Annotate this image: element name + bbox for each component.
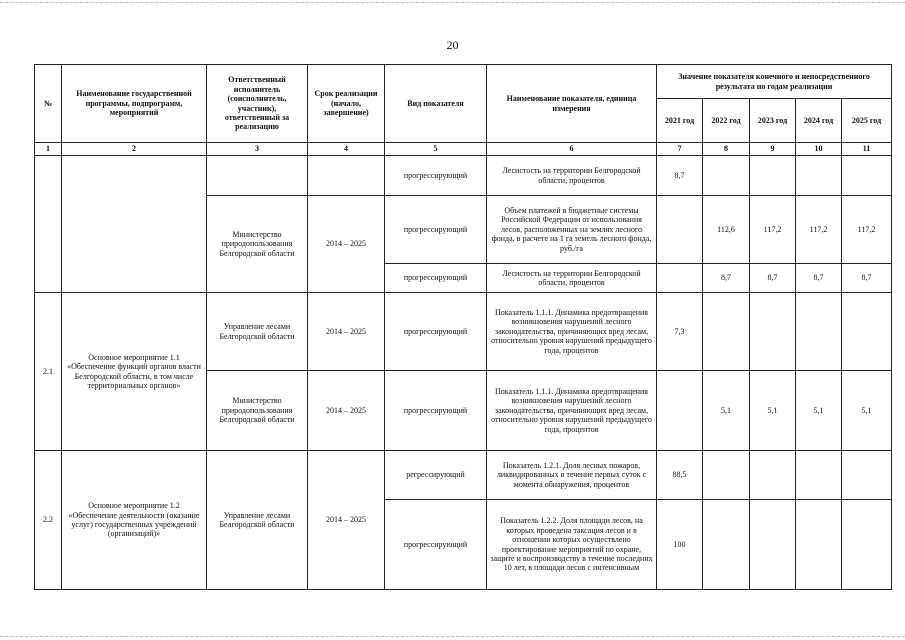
cell-indicator-type: прогрессирующий [385,196,487,264]
cell-value-2022 [703,500,750,590]
column-number: 7 [657,143,703,156]
column-number: 4 [308,143,385,156]
cell-value-2024: 8,7 [796,264,842,293]
cell-value-2024 [796,500,842,590]
cell-value-2024 [796,293,842,371]
cell-executor: Управление лесами Белгородской области [207,451,308,590]
cell-period: 2014 – 2025 [308,293,385,371]
header-indicator-name: Наименование показателя, единица измерения [487,65,657,143]
table-row [35,156,892,196]
cell-value-2023 [750,293,796,371]
table-row [35,451,892,500]
cell-value-2023 [750,500,796,590]
cell-value-2025: 5,1 [842,371,892,451]
cell-value-2023: 117,2 [750,196,796,264]
column-number: 8 [703,143,750,156]
header-year-2023: 2023 год [750,99,796,143]
cell-value-2022: 8,7 [703,264,750,293]
cell-indicator-type: прогрессирующий [385,293,487,371]
cell-indicator-name: Объем платежей в бюджетные системы Российской Федерации от использования лесов, расположенных на землях лесного фонда, в расчете на 1 га земель лесного фонда, руб./га [487,196,657,264]
cell-value-2024: 5,1 [796,371,842,451]
cell-value-2022: 5,1 [703,371,750,451]
cell-program: Основное мероприятие 1.2 «Обеспечение деятельности (оказание услуг) государственных учреждений (организаций)» [62,451,207,590]
cell-period: 2014 – 2025 [308,451,385,590]
cell-program: Основное мероприятие 1.1 «Обеспечение функций органов власти Белгородской области, в том числе территориальных органов» [62,293,207,451]
cell-indicator-name: Лесистость на территории Белгородской области, процентов [487,264,657,293]
cell-value-2021: 7,3 [657,293,703,371]
cell-value-2021: 88,5 [657,451,703,500]
cell-indicator-type: прогрессирующий [385,371,487,451]
cell-indicator-name: Показатель 1.2.1. Доля лесных пожаров, ликвидированных в течение первых суток с момента обнаружения, процентов [487,451,657,500]
header-executor: Ответственный исполнитель (соисполнитель, участник), ответственный за реализацию [207,65,308,143]
cell-value-2023 [750,451,796,500]
cell-period: 2014 – 2025 [308,371,385,451]
header-year-2025: 2025 год [842,99,892,143]
cell-indicator-name: Лесистость на территории Белгородской области, процентов [487,156,657,196]
cell-value-2024 [796,451,842,500]
indicator-table [34,64,892,590]
page-number: 20 [446,38,459,52]
cell-value-2022 [703,156,750,196]
column-number: 1 [35,143,62,156]
cell-indicator-name: Показатель 1.1.1. Динамика предотвращения возникновения нарушений лесного законодательства, причиняющих вред лесам, относительно уровня нарушений предыдущего года, процентов [487,293,657,371]
header-year-2022: 2022 год [703,99,750,143]
cell-indicator-type: прогрессирующий [385,156,487,196]
column-number-row [35,143,892,156]
cell-value-2023: 8,7 [750,264,796,293]
cell-period: 2014 – 2025 [308,196,385,293]
column-number: 6 [487,143,657,156]
cell-executor: Управление лесами Белгородской области [207,293,308,371]
cell-value-2024: 117,2 [796,196,842,264]
cell-indicator-type: прогрессирующий [385,264,487,293]
cell-value-2025: 8,7 [842,264,892,293]
cell-indicator-type: регрессирующий [385,451,487,500]
column-number: 3 [207,143,308,156]
cell-value-2025 [842,293,892,371]
column-number: 11 [842,143,892,156]
cell-value-2023 [750,156,796,196]
column-number: 10 [796,143,842,156]
cell-value-2021 [657,196,703,264]
cell-no-empty [35,156,62,293]
header-no: № [35,65,62,143]
cell-value-2021: 8,7 [657,156,703,196]
cell-program-empty [62,156,207,293]
cell-value-2025 [842,156,892,196]
column-number: 9 [750,143,796,156]
cell-value-2022 [703,293,750,371]
cell-value-2024 [796,156,842,196]
header-year-2021: 2021 год [657,99,703,143]
scan-edge-top [0,2,905,4]
table-row [35,293,892,371]
cell-section-no: 2.1 [35,293,62,451]
column-number: 2 [62,143,207,156]
column-number: 5 [385,143,487,156]
cell-executor: Министерство природопользования Белгородской области [207,196,308,293]
cell-value-2021: 100 [657,500,703,590]
cell-section-no: 2.2 [35,451,62,590]
cell-indicator-name: Показатель 1.1.1. Динамика предотвращения возникновения нарушений лесного законодательства, причиняющих вред лесам, относительно уровня нарушений предыдущего года, процентов [487,371,657,451]
cell-value-2023: 5,1 [750,371,796,451]
cell-period-empty [308,156,385,196]
cell-value-2025 [842,451,892,500]
cell-executor: Министерство природопользования Белгородской области [207,371,308,451]
header-period: Срок реализации (начало, завершение) [308,65,385,143]
header-values-group: Значение показателя конечного и непосредственного результата по годам реализации [657,65,892,99]
cell-executor-empty [207,156,308,196]
cell-value-2022: 112,6 [703,196,750,264]
cell-indicator-type: прогрессирующий [385,500,487,590]
cell-value-2025: 117,2 [842,196,892,264]
header-indicator-type: Вид показателя [385,65,487,143]
header-year-2024: 2024 год [796,99,842,143]
cell-indicator-name: Показатель 1.2.2. Доля площади лесов, на которых проведена таксация лесов и в отношении которых осуществлено проектирование мероприятий по охране, защите и воспроизводству в течение последних 10 лет, в площади лесов с интенсивным [487,500,657,590]
header-program: Наименование государственной программы, подпрограмм, мероприятий [62,65,207,143]
cell-value-2021 [657,371,703,451]
cell-value-2022 [703,451,750,500]
cell-value-2025 [842,500,892,590]
cell-value-2021 [657,264,703,293]
scan-edge-bottom [0,636,905,638]
